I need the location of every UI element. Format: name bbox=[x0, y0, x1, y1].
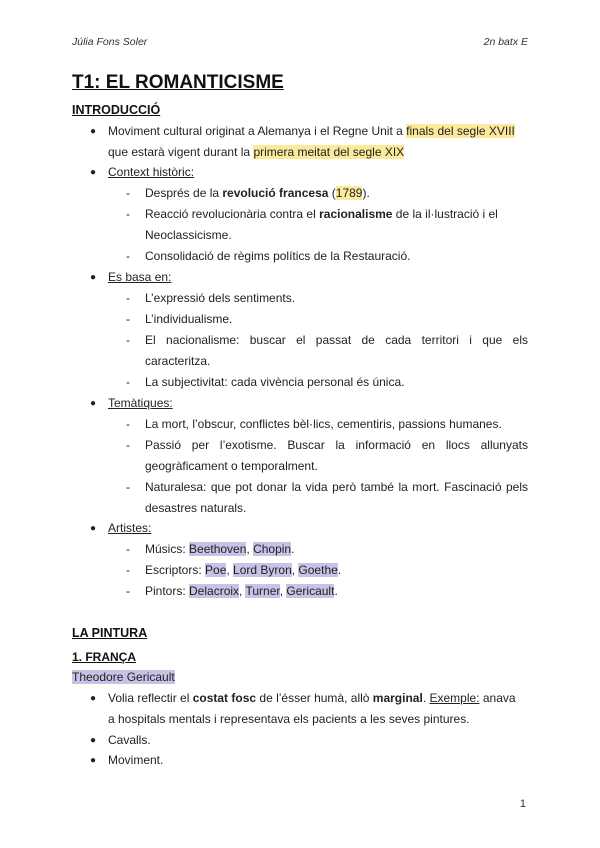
section-heading-intro: INTRODUCCIÓ bbox=[72, 103, 161, 117]
dash-icon: - bbox=[126, 312, 130, 326]
text: anava bbox=[479, 691, 516, 705]
context-item-2-line-2: Neoclassicisme. bbox=[145, 228, 232, 242]
bold-term: racionalisme bbox=[319, 207, 393, 221]
artist-name: Gericault bbox=[286, 584, 335, 598]
bullet-icon: ● bbox=[90, 167, 97, 178]
tematiques-item-2-line-1: Passió per l’exotisme. Buscar la informació en llocs allunyats bbox=[145, 438, 528, 452]
text: Volia reflectir el bbox=[108, 691, 193, 705]
text: Músics: bbox=[145, 542, 190, 556]
dash-icon: - bbox=[126, 333, 130, 347]
bold-term: marginal bbox=[372, 691, 423, 705]
highlight-date-end: primera meitat del segle XIX bbox=[253, 145, 405, 159]
context-item-1 bbox=[145, 185, 370, 201]
dash-icon: - bbox=[126, 249, 130, 263]
basa-item-2: L’individualisme. bbox=[145, 312, 233, 326]
page-title: T1: EL ROMANTICISME bbox=[72, 72, 284, 93]
dash-icon: - bbox=[126, 563, 130, 577]
text: Després de la bbox=[145, 186, 223, 200]
section-heading-pintura: LA PINTURA bbox=[72, 626, 148, 640]
intro-paragraph-line-1 bbox=[108, 123, 515, 139]
bullet-icon: ● bbox=[90, 126, 97, 137]
artist-name: Delacroix bbox=[189, 584, 240, 598]
text: Reacció revolucionària contra el bbox=[145, 207, 320, 221]
highlight-year: 1789 bbox=[335, 186, 363, 200]
text: ). bbox=[362, 186, 370, 200]
tematiques-item-3-line-1: Naturalesa: que pot donar la vida però també la mort. Fascinació pels bbox=[145, 480, 528, 494]
tematiques-label: Temàtiques: bbox=[108, 396, 173, 410]
dash-icon: - bbox=[126, 417, 130, 431]
tematiques-item-3-line-2: desastres naturals. bbox=[145, 501, 247, 515]
bullet-icon: ● bbox=[90, 272, 97, 283]
text: Escriptors: bbox=[145, 563, 206, 577]
text: que estarà vigent durant la bbox=[108, 145, 254, 159]
artistes-pintors: Pintors: Delacroix, Turner, Gericault. bbox=[145, 584, 338, 598]
bullet-icon: ● bbox=[90, 693, 97, 704]
basa-item-3-line-1: El nacionalisme: buscar el passat de cada territori i que els bbox=[145, 333, 528, 347]
bullet-icon: ● bbox=[90, 398, 97, 409]
artist-name: Goethe bbox=[298, 563, 338, 577]
artist-name: Turner bbox=[245, 584, 280, 598]
highlight-date-start: finals del segle XVIII bbox=[406, 124, 515, 138]
text: de l’ésser humà, allò bbox=[256, 691, 373, 705]
artistes-musics: Músics: Beethoven, Chopin. bbox=[145, 542, 295, 556]
dash-icon: - bbox=[126, 375, 130, 389]
basa-label: Es basa en: bbox=[108, 270, 172, 284]
highlight-painter: Theodore Gericault bbox=[72, 670, 175, 684]
context-label: Context històric: bbox=[108, 165, 195, 179]
bold-term: costat fosc bbox=[192, 691, 257, 705]
dash-icon: - bbox=[126, 584, 130, 598]
tematiques-item-1: La mort, l’obscur, conflictes bèl·lics, cementiris, passions humanes. bbox=[145, 417, 502, 431]
header-class: 2n batx E bbox=[483, 36, 528, 48]
artist-name: Poe bbox=[205, 563, 227, 577]
subsection-heading-franca: 1. FRANÇA bbox=[72, 650, 137, 664]
dash-icon: - bbox=[126, 291, 130, 305]
text: ( bbox=[328, 186, 336, 200]
basa-item-4: La subjectivitat: cada vivència personal és única. bbox=[145, 375, 405, 389]
gericault-item-1-line-1 bbox=[108, 690, 516, 706]
text: de la il·lustració i el bbox=[392, 207, 498, 221]
header-author: Júlia Fons Soler bbox=[72, 36, 148, 48]
gericault-item-2: Cavalls. bbox=[108, 733, 151, 747]
basa-item-3-line-2: caracteritza. bbox=[145, 354, 211, 368]
example-label: Exemple: bbox=[429, 691, 480, 705]
bold-term: revolució francesa bbox=[222, 186, 329, 200]
context-item-2-line-1 bbox=[145, 206, 498, 222]
dash-icon: - bbox=[126, 480, 130, 494]
artist-name: Beethoven bbox=[189, 542, 247, 556]
bullet-icon: ● bbox=[90, 523, 97, 534]
gericault-item-1-line-2: a hospitals mentals i representava els pacients a les seves pintures. bbox=[108, 712, 470, 726]
bullet-icon: ● bbox=[90, 735, 97, 746]
text: Moviment cultural originat a Alemanya i el Regne Unit a bbox=[108, 124, 407, 138]
dash-icon: - bbox=[126, 438, 130, 452]
text: . bbox=[422, 691, 430, 705]
tematiques-item-2-line-2: geogràficament o temporalment. bbox=[145, 459, 318, 473]
text: Pintors: bbox=[145, 584, 190, 598]
bullet-icon: ● bbox=[90, 755, 97, 766]
basa-item-1: L’expressió dels sentiments. bbox=[145, 291, 296, 305]
page-number: 1 bbox=[519, 798, 526, 810]
dash-icon: - bbox=[126, 207, 130, 221]
intro-paragraph-line-2 bbox=[108, 144, 404, 160]
gericault-item-3: Moviment. bbox=[108, 753, 164, 767]
dash-icon: - bbox=[126, 542, 130, 556]
artist-name: Lord Byron bbox=[233, 563, 292, 577]
context-item-3: Consolidació de règims polítics de la Restauració. bbox=[145, 249, 411, 263]
artistes-escriptors: Escriptors: Poe, Lord Byron, Goethe. bbox=[145, 563, 342, 577]
artistes-label: Artistes: bbox=[108, 521, 152, 535]
dash-icon: - bbox=[126, 186, 130, 200]
artist-name: Chopin bbox=[253, 542, 292, 556]
painter-name bbox=[72, 669, 175, 685]
